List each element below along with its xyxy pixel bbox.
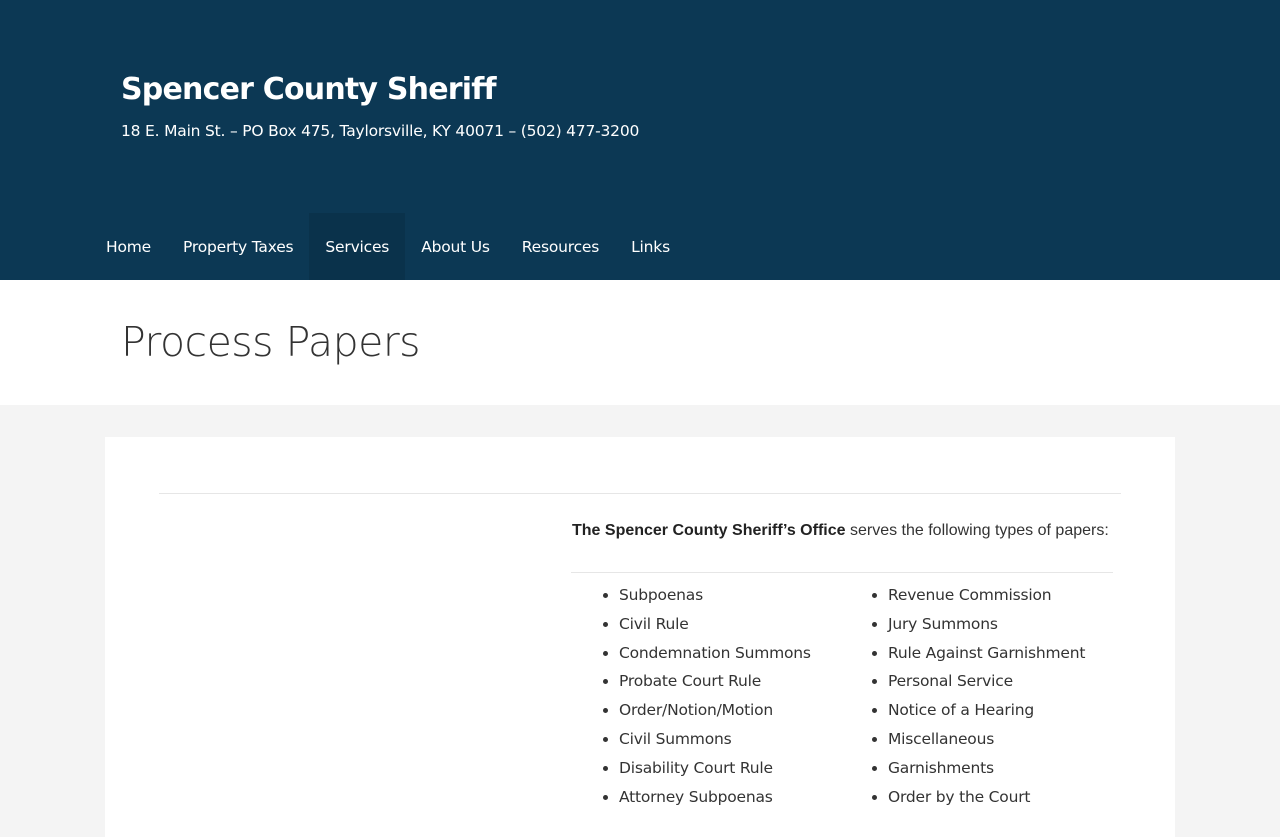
paper-type-item: • Miscellaneous bbox=[888, 727, 1085, 756]
site-description: 18 E. Main St. – PO Box 475, Taylorsville, KY 40071 – (502) 477-3200 bbox=[121, 122, 640, 140]
paper-type-item: • Revenue Commission bbox=[888, 583, 1085, 612]
paper-type-item: • Disability Court Rule bbox=[619, 756, 811, 785]
paper-type-item: • Condemnation Summons bbox=[619, 641, 811, 670]
paper-type-item: • Civil Rule bbox=[619, 612, 811, 641]
intro-text bbox=[572, 522, 1109, 540]
paper-type-item: • Civil Summons bbox=[619, 727, 811, 756]
nav-item-links[interactable]: Links bbox=[631, 237, 670, 256]
site-title[interactable]: Spencer County Sheriff bbox=[121, 72, 496, 107]
paper-type-item: • Notice of a Hearing bbox=[888, 698, 1085, 727]
main-nav bbox=[90, 213, 686, 280]
intro-office-name: The Spencer County Sheriff’s Office bbox=[572, 522, 846, 539]
intro-rest: serves the following types of papers: bbox=[845, 522, 1109, 539]
papers-list-right bbox=[888, 583, 1085, 813]
paper-type-item: • Order by the Court bbox=[888, 785, 1085, 814]
page-title: Process Papers bbox=[121, 318, 421, 366]
paper-type-item: • Jury Summons bbox=[888, 612, 1085, 641]
nav-item-services[interactable]: Services bbox=[309, 213, 405, 280]
site-header bbox=[0, 0, 1280, 280]
paper-type-item: • Subpoenas bbox=[619, 583, 811, 612]
nav-item-property-taxes[interactable]: Property Taxes bbox=[182, 237, 294, 256]
nav-item-resources[interactable]: Resources bbox=[521, 237, 600, 256]
paper-type-item: • Order/Notion/Motion bbox=[619, 698, 811, 727]
divider-mid bbox=[571, 572, 1113, 573]
paper-type-item: • Probate Court Rule bbox=[619, 669, 811, 698]
nav-item-about-us[interactable]: About Us bbox=[421, 237, 490, 256]
paper-type-item: • Garnishments bbox=[888, 756, 1085, 785]
nav-item-home[interactable]: Home bbox=[106, 237, 151, 256]
paper-type-item: • Rule Against Garnishment bbox=[888, 641, 1085, 670]
paper-type-item: • Attorney Subpoenas bbox=[619, 785, 811, 814]
divider-top bbox=[159, 493, 1121, 494]
papers-list-left bbox=[619, 583, 811, 813]
paper-type-item: • Personal Service bbox=[888, 669, 1085, 698]
